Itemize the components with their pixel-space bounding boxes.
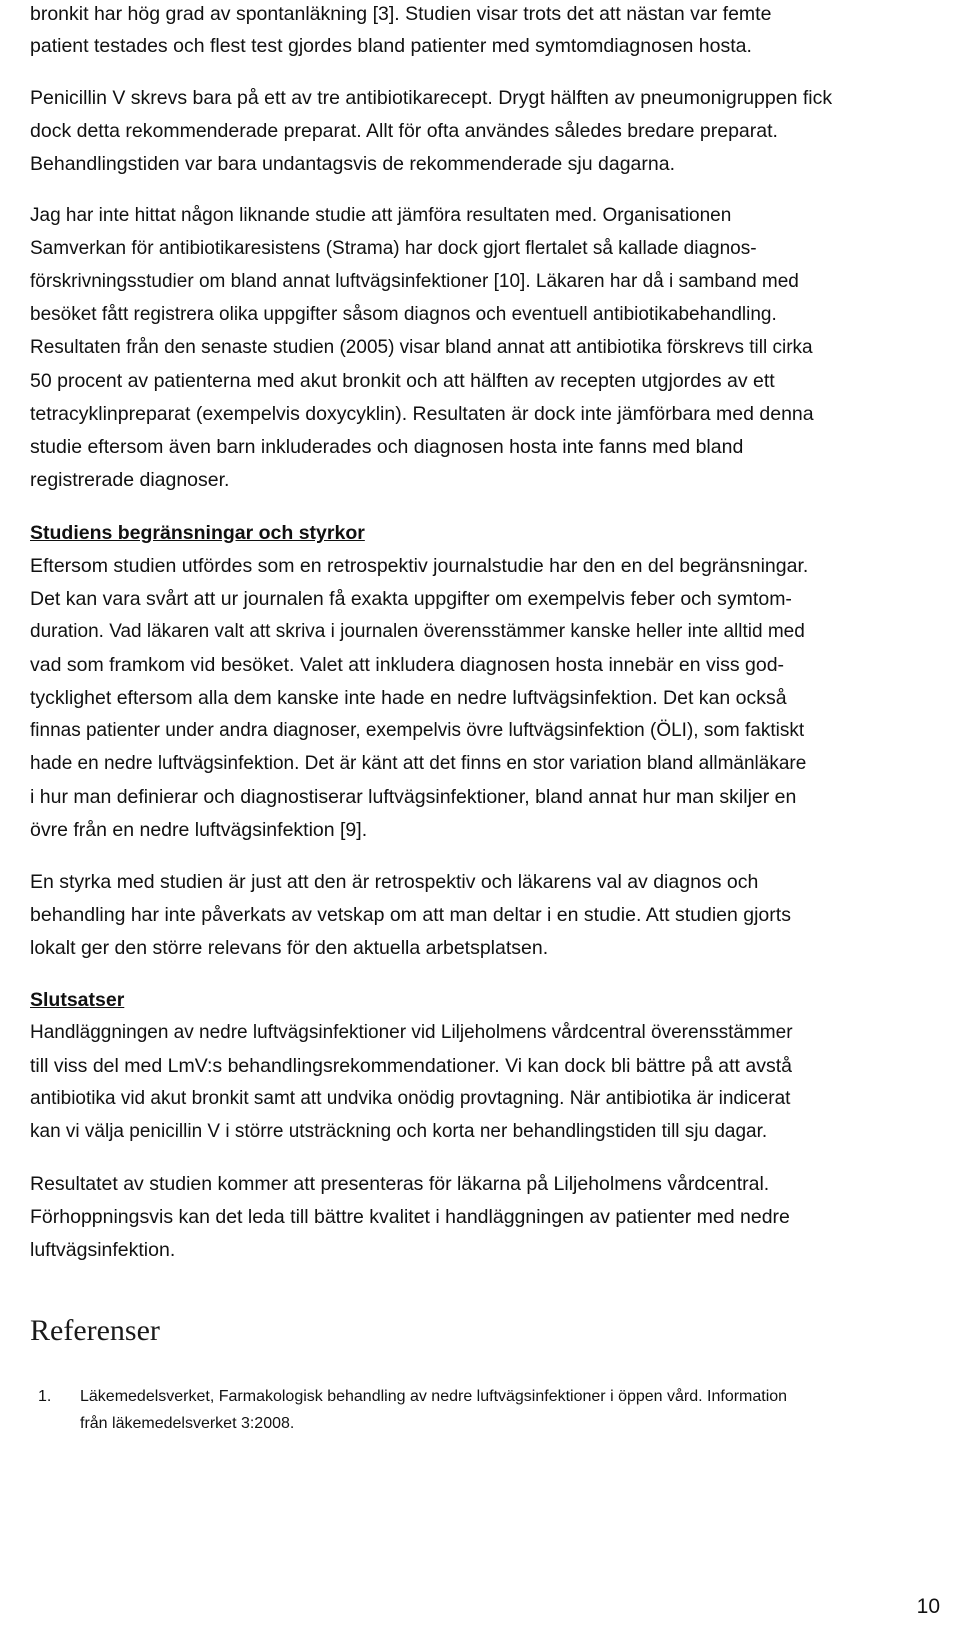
paragraph-line: antibiotika vid akut bronkit samt att undvika onödig provtagning. När antibiotika är indicerat	[30, 1088, 791, 1109]
paragraph-line: registrerade diagnoser.	[30, 469, 230, 491]
section-heading-limitations: Studiens begränsningar och styrkor	[30, 522, 365, 544]
section-heading-conclusions: Slutsatser	[30, 989, 125, 1011]
reference-text-line: Läkemedelsverket, Farmakologisk behandling av nedre luftvägsinfektioner i öppen vård. Information	[80, 1388, 788, 1405]
paragraph-line: förskrivningsstudier om bland annat luftvägsinfektioner [10]. Läkaren har då i samband med	[30, 271, 799, 292]
references-heading: Referenser	[30, 1314, 160, 1347]
paragraph-line: 50 procent av patienterna med akut bronkit och att hälften av recepten utgjordes av ett	[30, 370, 775, 392]
paragraph-line: vad som framkom vid besöket. Valet att inkludera diagnosen hosta innebär en viss god-	[30, 654, 785, 676]
page-number: 10	[916, 1595, 940, 1618]
paragraph-line: Handläggningen av nedre luftvägsinfektioner vid Liljeholmens vårdcentral överensstämmer	[30, 1022, 793, 1043]
paragraph-line: besöket fått registrera olika uppgifter såsom diagnos och eventuell antibiotikabehandling.	[30, 304, 777, 325]
paragraph-line: övre från en nedre luftvägsinfektion [9].	[30, 819, 368, 841]
reference-text-line: från läkemedelsverket 3:2008.	[80, 1415, 295, 1432]
paragraph-line: tetracyklinpreparat (exempelvis doxycyklin). Resultaten är dock inte jämförbara med denna	[30, 403, 814, 425]
paragraph-line: tycklighet eftersom alla dem kanske inte hade en nedre luftvägsinfektion. Det kan också	[30, 687, 787, 709]
paragraph-line: duration. Vad läkaren valt att skriva i journalen överensstämmer kanske heller inte alltid med	[30, 621, 805, 642]
paragraph-line: Resultaten från den senaste studien (2005) visar bland annat att antibiotika förskrevs till cirka	[30, 337, 813, 358]
paragraph-line: patient testades och flest test gjordes bland patienter med symtomdiagnosen hosta.	[30, 35, 752, 57]
paragraph-line: till viss del med LmV:s behandlingsrekommendationer. Vi kan dock bli bättre på att avstå	[30, 1055, 792, 1077]
paragraph-line: studie eftersom även barn inkluderades och diagnosen hosta inte fanns med bland	[30, 436, 744, 458]
paragraph-line: kan vi välja penicillin V i större utsträckning och korta ner behandlingstiden till sju dagar.	[30, 1121, 768, 1142]
paragraph-line: dock detta rekommenderade preparat. Allt för ofta användes således bredare preparat.	[30, 120, 778, 142]
paragraph-line: bronkit har hög grad av spontanläkning [3]. Studien visar trots det att nästan var femte	[30, 3, 772, 25]
paragraph-line: En styrka med studien är just att den är retrospektiv och läkarens val av diagnos och	[30, 871, 759, 893]
paragraph-line: finnas patienter under andra diagnoser, exempelvis övre luftvägsinfektion (ÖLI), som faktiskt	[30, 720, 805, 741]
paragraph-line: i hur man definierar och diagnostiserar luftvägsinfektioner, bland annat hur man skiljer en	[30, 786, 797, 808]
paragraph-line: Det kan vara svårt att ur journalen få exakta uppgifter om exempelvis feber och symtom-	[30, 588, 792, 610]
paragraph-line: Penicillin V skrevs bara på ett av tre antibiotikarecept. Drygt hälften av pneumonigruppen fick	[30, 87, 833, 109]
reference-number: 1.	[38, 1388, 52, 1405]
paragraph-line: hade en nedre luftvägsinfektion. Det är känt att det finns en stor variation bland allmänläkare	[30, 753, 807, 774]
paragraph-line: Förhoppningsvis kan det leda till bättre kvalitet i handläggningen av patienter med nedre	[30, 1206, 790, 1228]
paragraph-line: Jag har inte hittat någon liknande studie att jämföra resultaten med. Organisationen	[30, 205, 732, 226]
paragraph-line: luftvägsinfektion.	[30, 1239, 176, 1261]
paragraph-line: Behandlingstiden var bara undantagsvis de rekommenderade sju dagarna.	[30, 153, 676, 175]
paragraph-line: lokalt ger den större relevans för den aktuella arbetsplatsen.	[30, 937, 549, 959]
paragraph-line: Samverkan för antibiotikaresistens (Strama) har dock gjort flertalet så kallade diagnos-	[30, 238, 757, 259]
paragraph-line: Resultatet av studien kommer att presenteras för läkarna på Liljeholmens vårdcentral.	[30, 1173, 770, 1195]
paragraph-line: Eftersom studien utfördes som en retrospektiv journalstudie har den en del begränsningar.	[30, 555, 809, 577]
paragraph-line: behandling har inte påverkats av vetskap om att man deltar i en studie. Att studien gjorts	[30, 904, 791, 926]
